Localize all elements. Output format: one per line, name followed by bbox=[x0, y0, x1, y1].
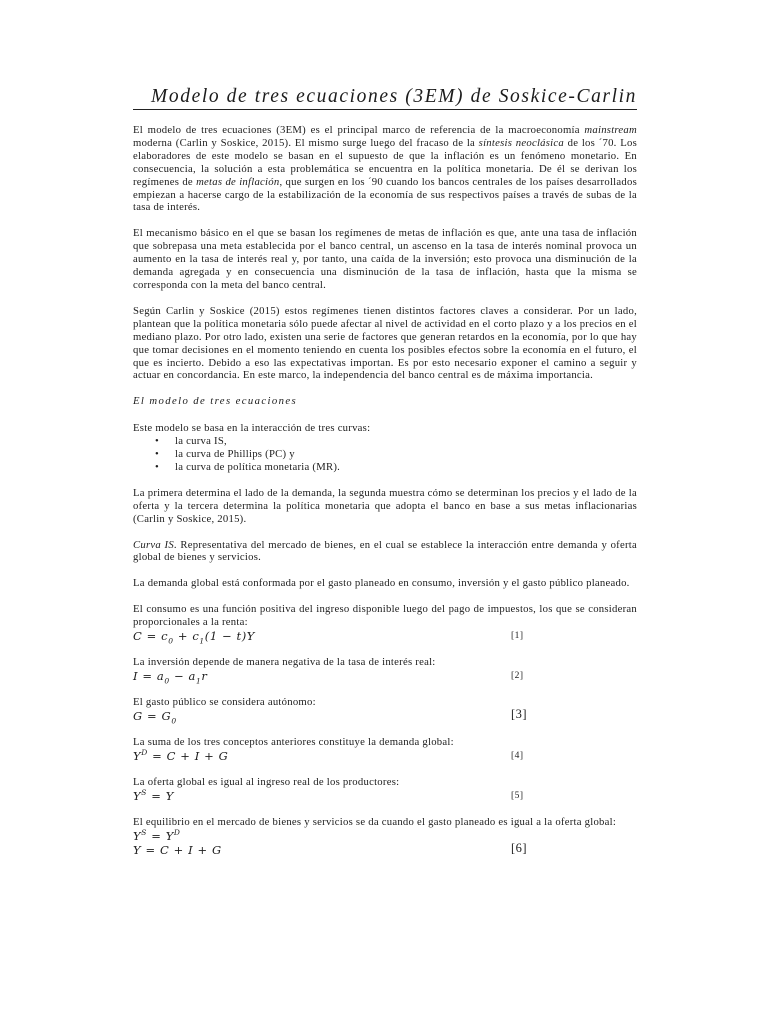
equation-number: [4] bbox=[511, 750, 524, 761]
paragraph-mechanism: El mecanismo básico en el que se basan los regímenes de metas de inflación es que, ante una tasa de inflación que sobrepasa una meta establecida por el banco central, un ascenso en la tasa de interés nominal provoca un aumento en la tasa de interés real y, por tanto, una caída de la inversión; esto provoca una disminución de la demanda agregada y en consecuencia una disminución de la tasa de inflación, hasta que la misma se corresponda con la meta del banco central. bbox=[133, 227, 637, 291]
paragraph-consumption: El consumo es una función positiva del ingreso disponible luego del pago de impuestos, los que se consideran proporcionales a la renta: bbox=[133, 603, 637, 629]
equation-6b: Y = C + I + G [6] bbox=[133, 840, 528, 857]
list-item: • la curva de política monetaria (MR). bbox=[155, 461, 637, 474]
paragraph-intro: El modelo de tres ecuaciones (3EM) es el principal marco de referencia de la macroeconomía mainstream moderna (Carlin y Soskice, 2015). El mismo surge luego del fracaso de la síntesis neoclásica de los ´70. Los elaboradores de este modelo se basan en el supuesto de que la inflación es un fenómeno monetario. En consecuencia, la solución a esta problemática se encuentra en la política monetaria. De él se derivan los regímenes de metas de inflación, que surgen en los ´90 cuando los bancos centrales de los países desarrollados empiezan a hacerse cargo de la estabilización de la economía de sus respectivos países a través de subas de la tasa de interés. bbox=[133, 124, 637, 214]
equation-number: [5] bbox=[511, 790, 524, 801]
curves-list bbox=[155, 435, 637, 474]
document-title: Modelo de tres ecuaciones (3EM) de Soskice-Carlin bbox=[151, 86, 637, 107]
equation-block-4 bbox=[133, 736, 637, 763]
equation-block-5 bbox=[133, 776, 637, 803]
paragraph-demand: La demanda global está conformada por el gasto planeado en consumo, inversión y el gasto público planeado. bbox=[133, 577, 630, 590]
paragraph-factors: Según Carlin y Soskice (2015) estos regímenes tienen distintos factores claves a considerar. Por un lado, plantean que la política monetaria sólo puede afectar al nivel de actividad en el corto plazo y a los precios en el mediano plazo. Por otro lado, existen una serie de factores que generan retardos en la economía, por lo que hay que tomar decisiones en el momento teniendo en cuenta los posibles efectos sobre la economía en el futuro, el que es incierto. Debido a eso las expectativas importan. Es por esto necesario exponer el camino a seguir y actuar en concordancia. En este marco, la independencia del banco central es de máxima importancia. bbox=[133, 304, 637, 382]
list-item: • la curva IS, bbox=[155, 435, 637, 448]
paragraph-curves-roles: La primera determina el lado de la demanda, la segunda muestra cómo se determinan los precios y el lado de la oferta y la tercera determina la política monetaria que adopta el banco en base a sus metas inflacionarias (Carlin y Soskice, 2015). bbox=[133, 486, 637, 525]
equation-block-6 bbox=[133, 816, 637, 857]
equation-number: [3] bbox=[511, 706, 528, 721]
equation-1: $C = c_0 + c_1(1 - t)Y$ [1] bbox=[133, 629, 524, 646]
equation-4: $Y^D = C + I + G$ [4] bbox=[133, 747, 524, 763]
term-mainstream: mainstream bbox=[584, 124, 637, 136]
equation-block-1 bbox=[133, 603, 637, 646]
equation-6a: $Y^S = Y^D$ bbox=[133, 827, 181, 843]
paragraph-curves-intro: Este modelo se basa en la interacción de tres curvas: bbox=[133, 422, 371, 435]
equation-5: $Y^S = Y$ [5] bbox=[133, 787, 524, 803]
document-body bbox=[133, 124, 637, 870]
equation-3: $G = G_0$ [3] bbox=[133, 706, 528, 726]
term-metas-de-inflacion: metas de inflación bbox=[196, 175, 280, 188]
section-subheading: El modelo de tres ecuaciones bbox=[133, 395, 298, 408]
paragraph-global-demand: La suma de los tres conceptos anteriores constituye la demanda global: bbox=[133, 735, 454, 748]
paragraph-equilibrium: El equilibrio en el mercado de bienes y servicios se da cuando el gasto planeado es igual a la oferta global: bbox=[133, 815, 617, 828]
paragraph-public-spending: El gasto público se considera autónomo: bbox=[133, 696, 316, 708]
equation-number: [2] bbox=[511, 671, 524, 681]
equation-block-2 bbox=[133, 656, 637, 686]
paragraph-global-supply: La oferta global es igual al ingreso real de los productores: bbox=[133, 775, 400, 788]
list-item: • la curva de Phillips (PC) y bbox=[155, 448, 637, 461]
term-curva-is: Curva IS bbox=[133, 538, 174, 551]
paragraph-investment: La inversión depende de manera negativa de la tasa de interés real: bbox=[133, 656, 436, 669]
term-sintesis-neoclasica: síntesis neoclásica bbox=[478, 136, 564, 149]
equation-block-3 bbox=[133, 696, 637, 726]
equation-2: $I = a_0 - a_1r$ [2] bbox=[133, 669, 524, 686]
equation-number: [1] bbox=[511, 631, 524, 642]
title-underline bbox=[133, 109, 637, 110]
equation-number: [6] bbox=[511, 840, 528, 855]
paragraph-curva-is: Curva IS. Representativa del mercado de bienes, en el cual se establece la interacción entre demanda y oferta global de bienes y servicios. bbox=[133, 538, 637, 564]
